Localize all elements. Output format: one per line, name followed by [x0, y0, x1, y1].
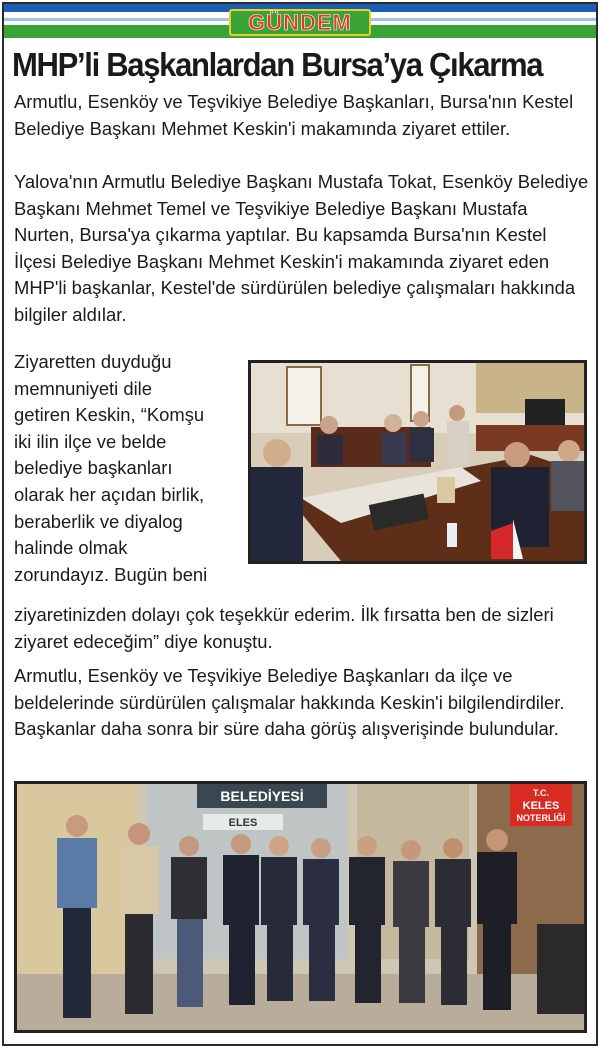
paragraph-2-line: olarak her açıdan birlik,: [14, 483, 205, 505]
section-label: GÜNDEM: [229, 9, 371, 36]
paragraph-2-line: halinde olmak: [14, 537, 128, 559]
lead-paragraph: Armutlu, Esenköy ve Teşvikiye Belediye Başkanları, Bursa'nın Kestel Belediye Başkanı Mehmet Keskin'i makamında ziyaret ettiler.: [14, 91, 574, 139]
paragraph-2-line: beraberlik ve diyalog: [14, 510, 183, 532]
group-photo: [14, 781, 587, 1033]
meeting-photo-illustration: [251, 363, 584, 561]
notary-sign-line1: T.C.: [532, 788, 550, 798]
notary-sign-line2: KELES: [522, 800, 560, 812]
meeting-photo: [248, 360, 587, 564]
paragraph-2-continued: ziyaretinizden dolayı çok teşekkür ederim. İlk fırsatta ben de sizleri ziyaret edeceğim” diye konuştu.: [14, 604, 554, 652]
group-photo-illustration: [17, 784, 584, 1030]
headline: MHP’li Başkanlardan Bursa’ya Çıkarma: [12, 46, 543, 83]
paragraph-2-line: zorundayız. Bugün beni: [14, 563, 208, 585]
notary-sign-line3: NOTERLİĞİ: [516, 813, 566, 823]
paragraph-3: Armutlu, Esenköy ve Teşvikiye Belediye Başkanları da ilçe ve beldelerinde sürdürülen çalışmalar hakkında Keskin'i bilgilendirdiler. Başkanlar daha sonra bir süre daha görüş alışverişinde bulundular.: [14, 665, 565, 740]
paragraph-2-line: getiren Keskin, “Komşu: [14, 404, 205, 426]
paragraph-1: Yalova'nın Armutlu Belediye Başkanı Mustafa Tokat, Esenköy Belediye Başkanı Mehmet Temel ve Teşvikiye Belediye Başkanı Mustafa Nurten, Bursa'ya çıkarma yaptılar. Bu kapsamda Bursa'nın Kestel İlçesi Belediye Başkanı Mehmet Keskin'i makamında ziyaret eden MHP'li başkanlar, Kestel'de sürdürülen belediye çalışmaları hakkında bilgiler aldılar.: [14, 171, 589, 325]
building-sign: BELEDİYESİ: [220, 788, 304, 804]
paragraph-2-line: Ziyaretten duyduğu: [14, 351, 172, 372]
paragraph-2-line: belediye başkanları: [14, 457, 173, 479]
paragraph-2-wrapped: [14, 349, 242, 588]
paragraph-2-line: memnuniyeti dile: [14, 377, 152, 399]
door-sign: ELES: [228, 817, 258, 829]
paragraph-2-line: iki ilin ilçe ve belde: [14, 430, 167, 452]
